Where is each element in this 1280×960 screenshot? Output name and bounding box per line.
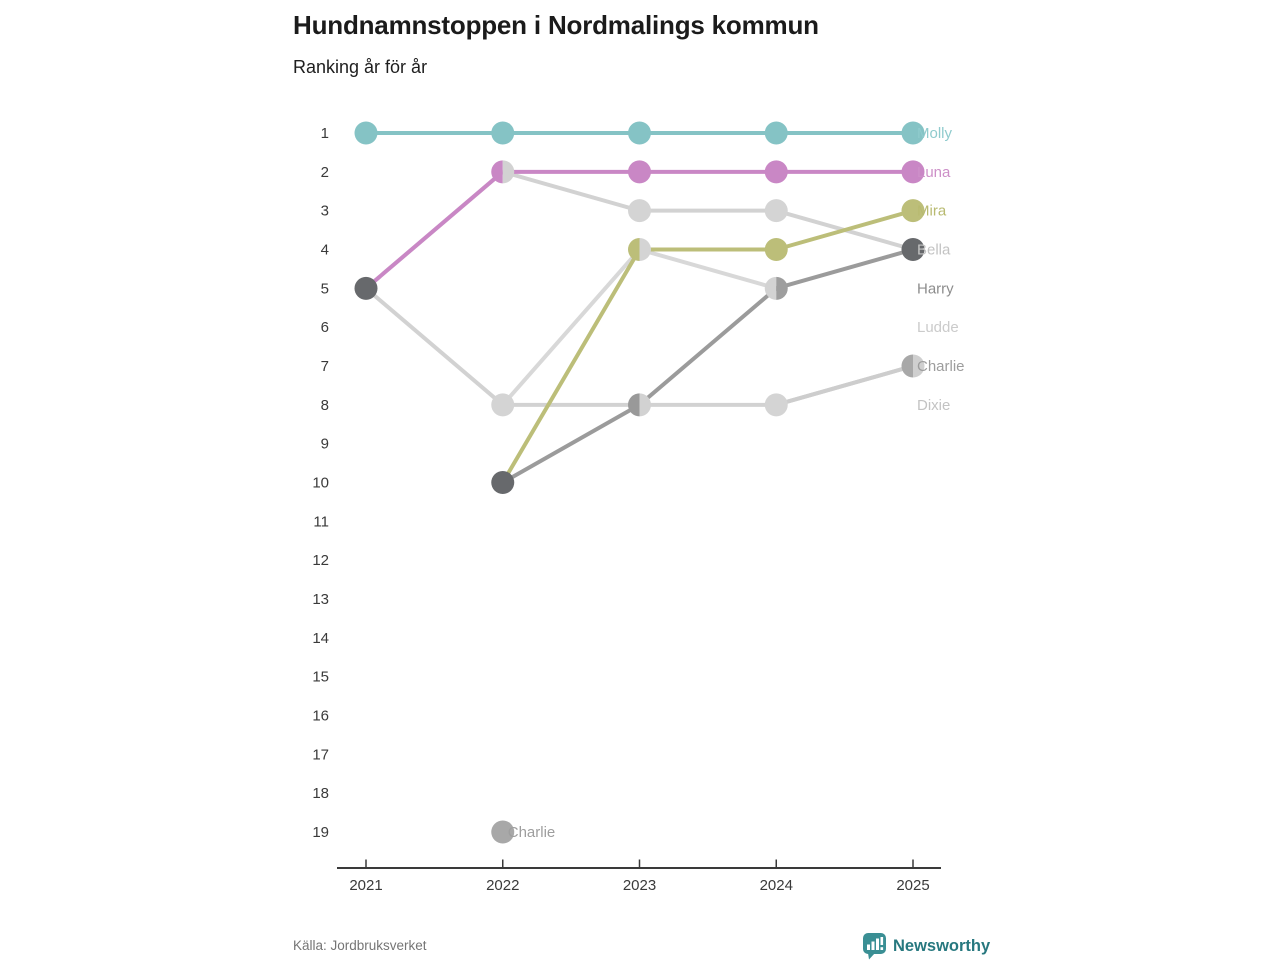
chart-subtitle: Ranking år för år [293, 57, 428, 77]
x-axis-label: 2024 [759, 877, 793, 894]
rank-label: 12 [312, 552, 329, 570]
data-point-half-left [628, 238, 640, 261]
rank-label: 3 [320, 202, 329, 220]
rank-label: 16 [312, 707, 329, 725]
rank-label: 4 [320, 241, 329, 259]
rank-label: 7 [320, 357, 329, 375]
series-label-mira: Mira [917, 202, 947, 220]
data-point [765, 122, 788, 145]
series-label-dixie: Dixie [917, 396, 951, 414]
data-point [628, 199, 651, 222]
newsworthy-logo-icon [863, 933, 886, 960]
rank-label: 1 [320, 125, 329, 142]
rank-label: 13 [312, 590, 329, 608]
series-label-harry: Harry [917, 280, 954, 298]
series-label-luna: Luna [917, 163, 951, 181]
chart-title: Hundnamnstoppen i Nordmalings kommun [293, 10, 819, 40]
data-point [765, 393, 788, 416]
data-point-half-right [776, 277, 788, 300]
data-point-half-left [628, 393, 640, 416]
data-point [355, 122, 378, 145]
rank-label: 2 [320, 163, 329, 181]
series-line-harry [503, 249, 913, 482]
source-note: Källa: Jordbruksverket [293, 938, 427, 953]
x-axis-label: 2023 [622, 877, 657, 894]
x-axis-label: 2021 [349, 877, 383, 894]
data-point [628, 160, 651, 183]
data-point [355, 277, 378, 300]
rank-label: 14 [312, 629, 329, 647]
data-point [765, 160, 788, 183]
rank-label: 19 [312, 823, 329, 841]
data-point-half-right [640, 238, 652, 261]
data-point [765, 238, 788, 261]
rank-label: 10 [312, 474, 329, 492]
rank-label: 18 [312, 785, 329, 803]
rank-label: 11 [313, 513, 329, 531]
rank-label: 6 [320, 319, 329, 337]
series-label-bella: Bella [917, 241, 951, 259]
data-point [491, 471, 514, 494]
x-axis-label: 2022 [486, 877, 520, 894]
orphan-point-label: Charlie [507, 823, 556, 841]
series-label-ludde: Ludde [917, 319, 959, 337]
brand-lockup [863, 933, 990, 960]
data-point [765, 199, 788, 222]
data-point-half-left [902, 354, 914, 377]
rank-label: 9 [320, 435, 329, 453]
data-point [628, 122, 651, 145]
rank-label: 17 [312, 746, 329, 764]
rank-label: 15 [312, 668, 329, 686]
x-axis-label: 2025 [896, 877, 930, 894]
rank-label: 8 [320, 396, 329, 414]
series-line-ludde [503, 249, 777, 404]
data-point [491, 122, 514, 145]
series-label-charlie: Charlie [917, 357, 965, 375]
series-label-molly: Molly [917, 125, 953, 142]
brand-name: Newsworthy [893, 937, 991, 955]
data-point-half-right [503, 160, 515, 183]
data-point [491, 393, 514, 416]
rank-label: 5 [320, 280, 329, 298]
series-line-charlie [776, 366, 913, 405]
